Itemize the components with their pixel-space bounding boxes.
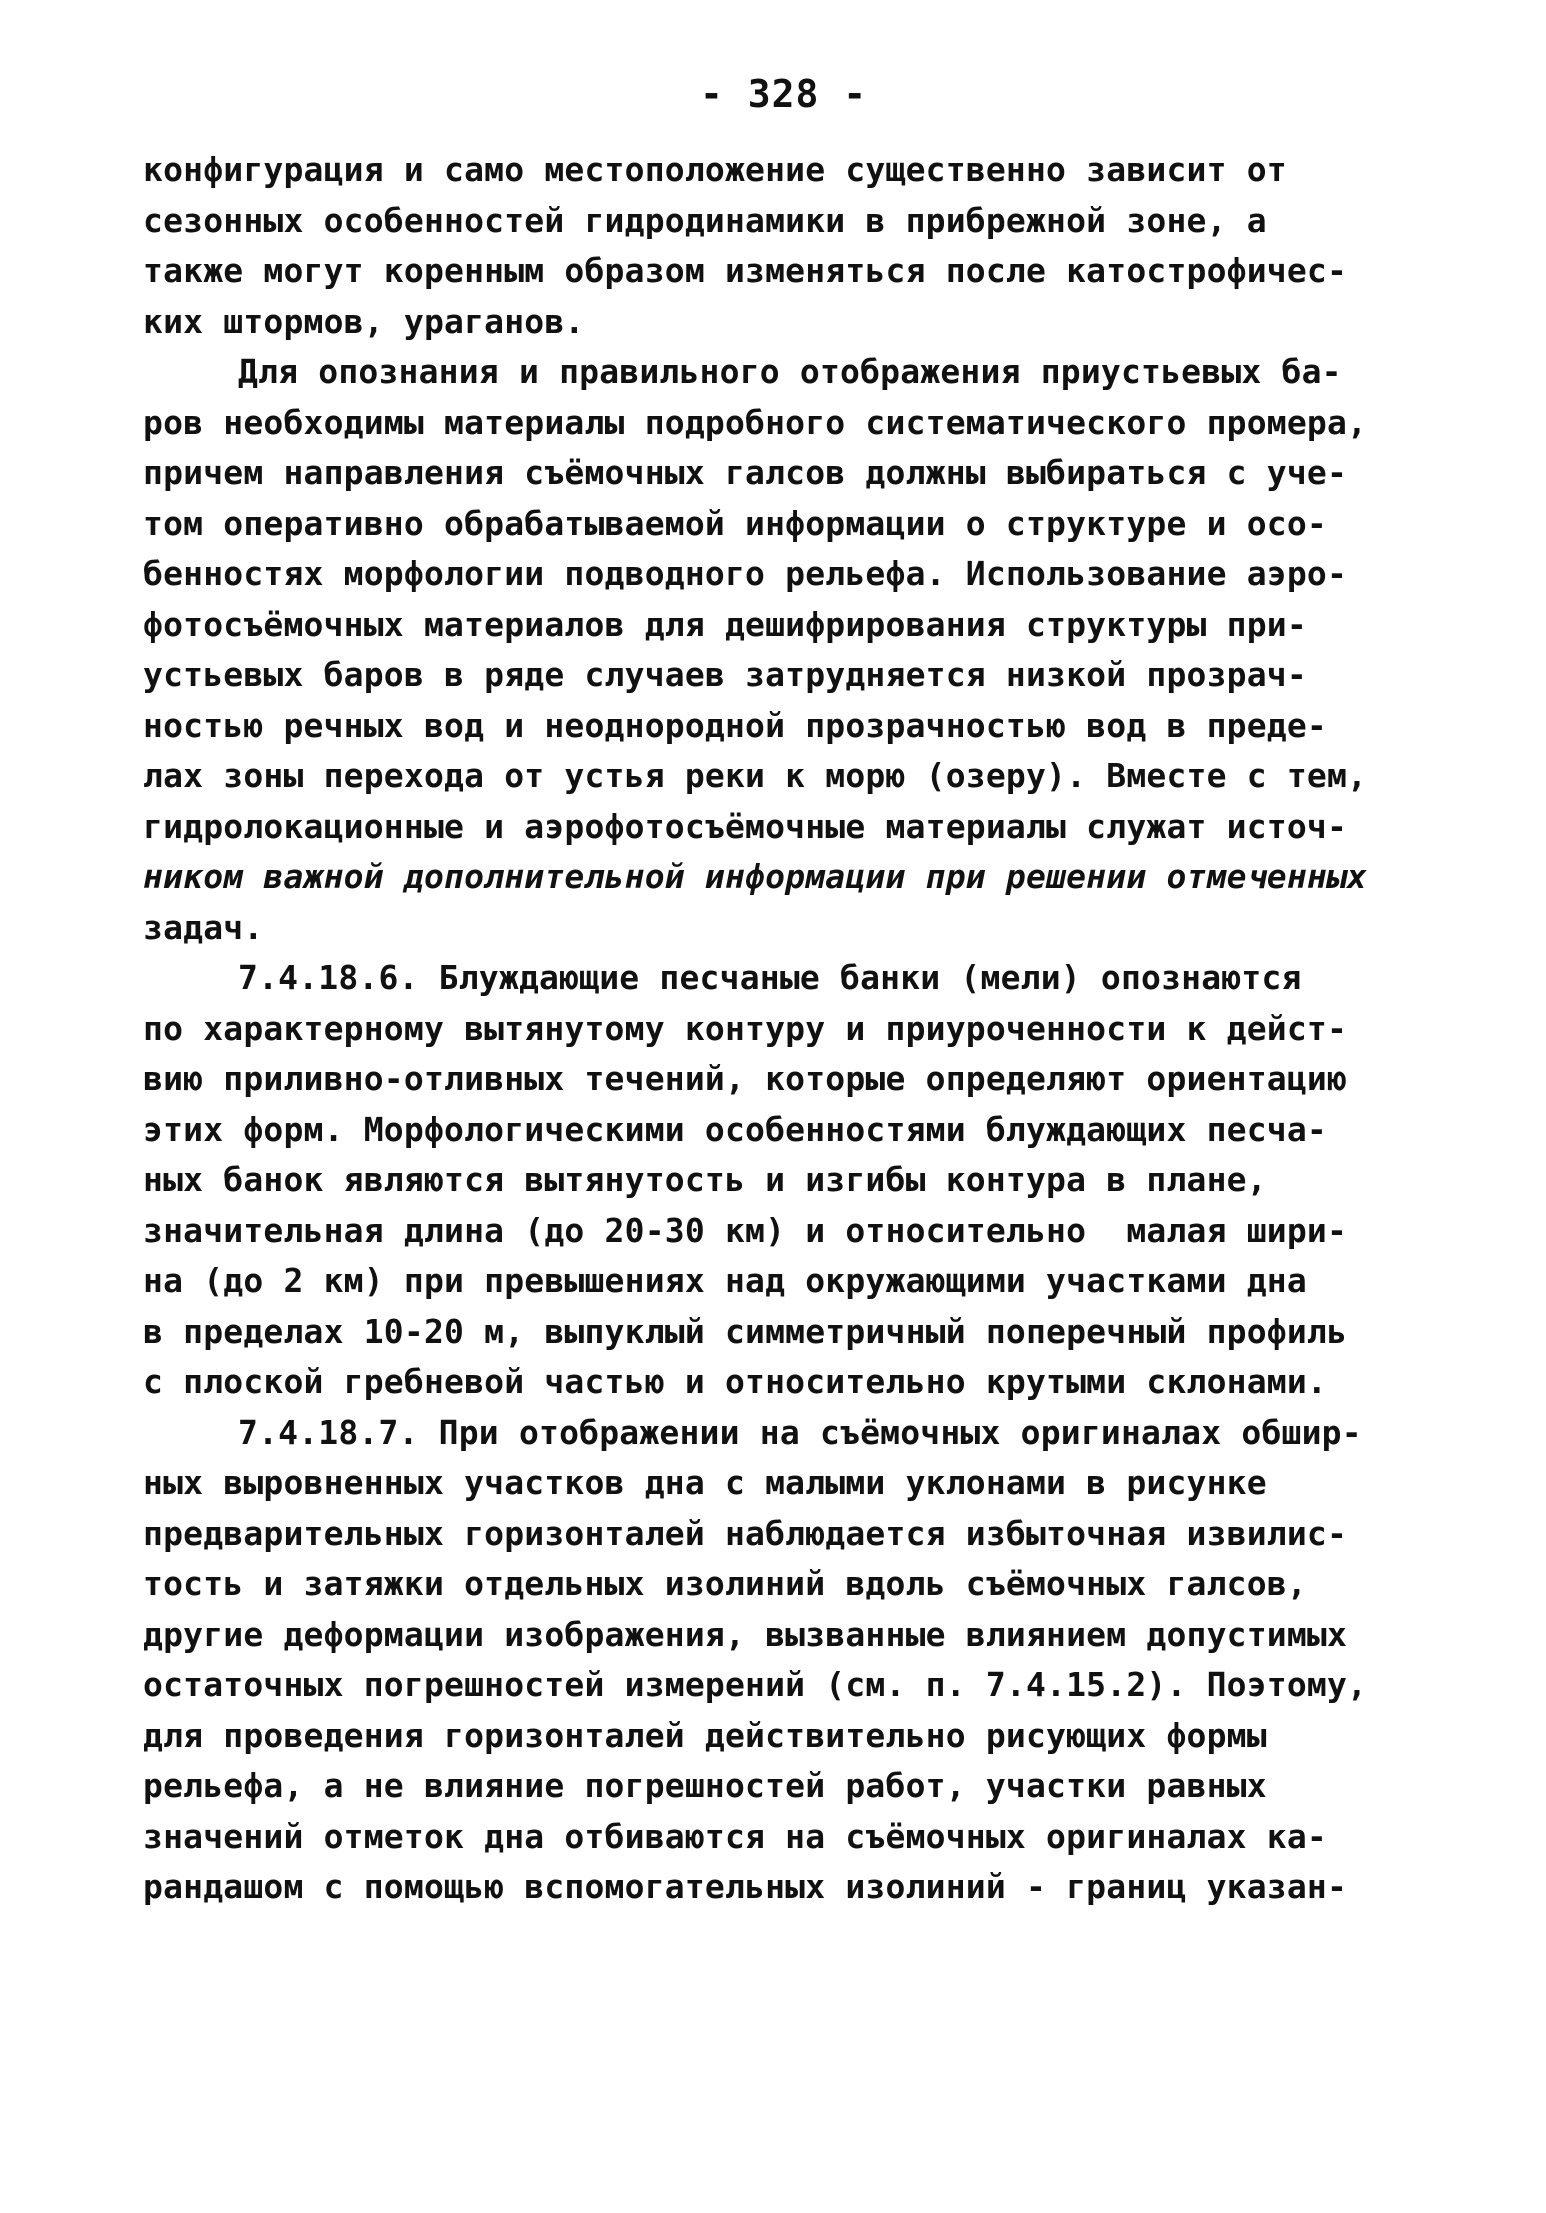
text-line: сезонных особенностей гидродинамики в прибрежной зоне, а	[143, 200, 1267, 240]
text-line: предварительных горизонталей наблюдается избыточная извилис-	[143, 1513, 1348, 1553]
text-line: остаточных погрешностей измерений (см. п. 7.4.15.2). Поэтому,	[143, 1665, 1368, 1704]
text-line: этих форм. Морфологическими особенностями блуждающих песча-	[143, 1109, 1327, 1149]
text-line: рельефа, а не влияние погрешностей работ, участки равных	[143, 1766, 1267, 1805]
text-line: на (до 2 км) при превышениях над окружающими участками дна	[143, 1261, 1307, 1300]
text-line: для проведения горизонталей действительно рисующих формы	[143, 1715, 1267, 1755]
text-line: бенностях морфологии подводного рельефа. Использование аэро-	[143, 554, 1348, 593]
text-line: лах зоны перехода от устья реки к морю (озеру). Вместе с тем,	[143, 756, 1368, 795]
text-line: том оперативно обрабатываемой информации о структуре и осо-	[143, 503, 1327, 543]
text-line: ких штормов, ураганов.	[143, 301, 585, 341]
paragraph-first-line: Для опознания и правильного отображения приустьевых ба-	[238, 352, 1342, 391]
text-line: рандашом с помощью вспомогательных изолиний - границ указан-	[143, 1867, 1348, 1906]
text-line: ных банок являются вытянутость и изгибы контура в плане,	[143, 1160, 1267, 1199]
text-line: ностью речных вод и неоднородной прозрачностью вод в преде-	[143, 705, 1327, 745]
text-line: конфигурация и само местоположение существенно зависит от	[143, 150, 1287, 189]
text-line: также могут коренным образом изменяться после катострофичес-	[143, 251, 1348, 290]
text-line: ником важной дополнительной информации при решении отмеченных	[143, 857, 1368, 896]
page-number: - 328 -	[700, 72, 868, 116]
body-text	[143, 145, 1443, 1913]
text-line: фотосъёмочных материалов для дешифрирования структуры при-	[143, 604, 1307, 644]
text-line: вию приливно-отливных течений, которые определяют ориентацию	[143, 1059, 1348, 1098]
paragraph-first-line: 7.4.18.6. Блуждающие песчаные банки (мели) опознаются	[238, 958, 1302, 997]
text-line: причем направления съёмочных галсов должны выбираться с уче-	[143, 453, 1348, 492]
text-line: значений отметок дна отбиваются на съёмочных оригиналах ка-	[143, 1816, 1327, 1856]
text-line: устьевых баров в ряде случаев затрудняется низкой прозрач-	[143, 655, 1307, 694]
text-line: другие деформации изображения, вызванные влиянием допустимых	[143, 1614, 1348, 1654]
text-line: тость и затяжки отдельных изолиний вдоль съёмочных галсов,	[143, 1564, 1307, 1603]
text-line: ных выровненных участков дна с малыми уклонами в рисунке	[143, 1463, 1267, 1502]
text-line: по характерному вытянутому контуру и приуроченности к дейст-	[143, 1008, 1348, 1048]
text-line: с плоской гребневой частью и относительно крутыми склонами.	[143, 1362, 1327, 1401]
text-line: задач.	[143, 907, 264, 947]
text-line: в пределах 10-20 м, выпуклый симметричный поперечный профиль	[143, 1311, 1348, 1351]
text-line: гидролокационные и аэрофотосъёмочные материалы служат источ-	[143, 806, 1348, 846]
text-line: значительная длина (до 20-30 км) и относительно малая шири-	[143, 1210, 1348, 1250]
paragraph-first-line: 7.4.18.7. При отображении на съёмочных оригиналах обшир-	[238, 1412, 1362, 1452]
text-line: ров необходимы материалы подробного систематического промера,	[143, 402, 1368, 442]
